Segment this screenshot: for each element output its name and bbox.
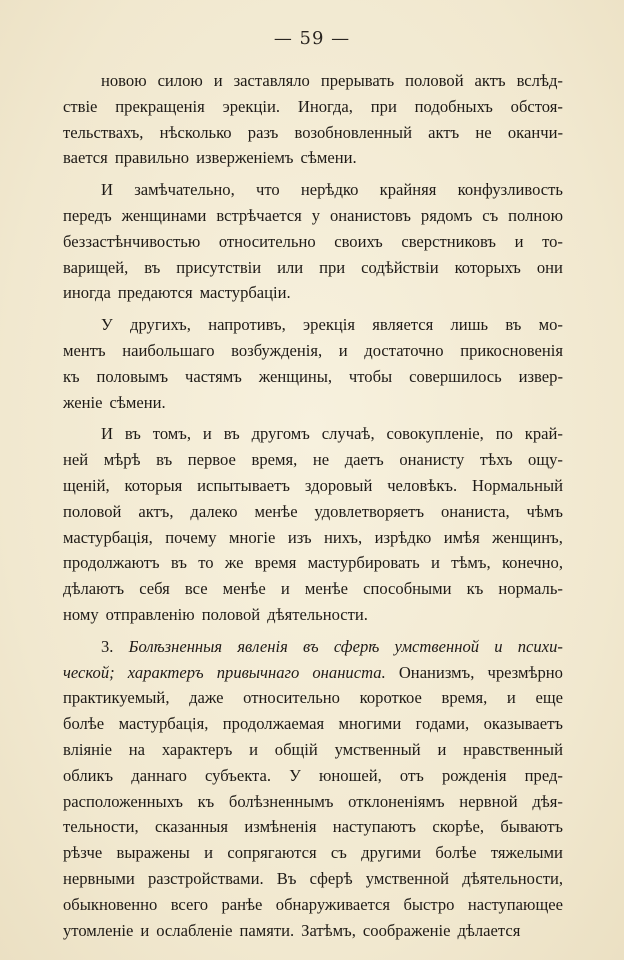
word: въ xyxy=(505,315,522,335)
word: эрекціи. xyxy=(222,96,281,116)
word: разстройствами. xyxy=(147,868,264,888)
word: мастурбаціи. xyxy=(199,283,291,303)
word: мо- xyxy=(538,315,563,335)
word: присутствіи xyxy=(176,257,262,277)
word: характеръ xyxy=(127,662,204,682)
page-number: — 59 — xyxy=(273,28,351,49)
word: себя xyxy=(139,579,170,599)
word: обыкновенно xyxy=(63,894,158,914)
word: силою xyxy=(157,71,203,90)
word: И xyxy=(101,424,113,444)
word: актъ, xyxy=(138,501,174,521)
body-text xyxy=(63,68,563,943)
word: своихъ xyxy=(334,231,383,251)
word: край- xyxy=(524,424,563,444)
word: встрѣчается xyxy=(216,205,302,225)
word: сверстниковъ xyxy=(401,231,496,251)
text-line xyxy=(63,255,563,281)
word: ощу- xyxy=(528,450,563,470)
word: рядомъ xyxy=(420,205,473,225)
word: лишь xyxy=(450,315,489,335)
text-line xyxy=(63,711,563,737)
word: то xyxy=(198,553,214,573)
word: которыя xyxy=(124,475,183,495)
word: актъ xyxy=(428,122,460,142)
word: нормаль- xyxy=(498,579,563,599)
word: вліяніе xyxy=(63,739,112,759)
word: достаточно xyxy=(364,340,444,360)
word: изверженіемъ xyxy=(196,148,294,168)
word: онаниста. xyxy=(312,662,386,682)
word: Затѣмъ, xyxy=(301,920,356,940)
word: имѣя xyxy=(443,527,480,547)
word: тѣмъ, xyxy=(451,553,491,573)
word: что xyxy=(255,180,280,200)
text-line xyxy=(63,447,563,473)
word: другими xyxy=(361,843,422,863)
word: Въ xyxy=(276,868,297,888)
word: многіе xyxy=(228,527,276,547)
word: въ xyxy=(124,424,141,444)
word: передъ xyxy=(63,205,112,225)
word: отправленію xyxy=(105,604,195,624)
word: мастурбація, xyxy=(118,714,209,734)
word: тѣхъ xyxy=(479,450,513,470)
word: у xyxy=(311,205,321,225)
word: случаѣ, xyxy=(321,424,375,444)
word: изъ xyxy=(287,527,312,547)
word: даетъ xyxy=(344,450,384,470)
text-line xyxy=(63,68,563,94)
word: и xyxy=(204,843,214,863)
word: практикуемый, xyxy=(63,688,170,708)
word: и xyxy=(213,71,223,90)
word: относительно xyxy=(243,688,340,708)
word: измѣненія xyxy=(244,817,317,837)
text-line xyxy=(63,364,563,390)
word: не xyxy=(312,450,330,470)
word: которыхъ xyxy=(454,257,521,277)
text-line xyxy=(63,229,563,255)
text-line xyxy=(63,814,563,840)
word: время, xyxy=(251,450,298,470)
text-line xyxy=(63,338,563,364)
word: чтобы xyxy=(348,366,393,386)
word: актъ xyxy=(474,71,506,90)
word: обликъ xyxy=(63,765,114,785)
word: обнаруживается xyxy=(275,894,391,914)
word: рожденія xyxy=(441,765,507,785)
word: половымъ xyxy=(96,366,169,386)
word: здоровый xyxy=(304,475,373,495)
word: мѣрѣ xyxy=(103,450,141,470)
word: нерѣдко xyxy=(300,180,359,200)
word: и xyxy=(140,920,150,940)
word: умственной xyxy=(394,636,480,656)
word: содѣйствіи xyxy=(361,257,439,277)
text-line xyxy=(63,634,563,660)
word: отъ xyxy=(399,765,424,785)
word: продолжаютъ xyxy=(63,553,160,573)
text-line xyxy=(63,421,563,447)
word: возобновленный xyxy=(294,122,412,142)
word: дѣятельности. xyxy=(267,604,368,624)
word: прекращенія xyxy=(115,96,205,116)
word: почему xyxy=(165,527,217,547)
word: вается xyxy=(63,148,108,168)
word: другихъ, xyxy=(130,315,191,335)
word: прикосновенія xyxy=(460,340,563,360)
word: въ xyxy=(156,450,173,470)
word: сѣмени. xyxy=(300,148,357,168)
word: нѣсколько xyxy=(159,122,232,142)
word: въ xyxy=(144,257,161,277)
word: даннаго xyxy=(131,765,187,785)
word: разъ xyxy=(247,122,279,142)
word: относительно xyxy=(218,231,316,251)
word: человѣкъ. xyxy=(387,475,458,495)
word: и xyxy=(437,739,447,759)
word: У xyxy=(289,765,301,785)
word: продолжаемая xyxy=(222,714,325,734)
word: субъекта. xyxy=(205,765,272,785)
word: половой xyxy=(405,71,464,90)
word: онаниста, xyxy=(441,501,510,521)
word: замѣчательно, xyxy=(134,180,235,200)
word: время xyxy=(254,553,297,573)
word: къ xyxy=(466,579,484,599)
word: и xyxy=(514,231,524,251)
word: женіе xyxy=(63,392,103,412)
text-line xyxy=(63,866,563,892)
word: женщины, xyxy=(258,366,333,386)
word: ментъ xyxy=(63,340,106,360)
word: испытываетъ xyxy=(197,475,290,495)
word: юношей, xyxy=(319,765,382,785)
word: частямъ xyxy=(185,366,242,386)
word: подобныхъ xyxy=(414,96,493,116)
word: въ xyxy=(170,553,187,573)
word: наибольшаго xyxy=(122,340,215,360)
word: другомъ xyxy=(251,424,310,444)
word: конфузливость xyxy=(457,180,563,200)
word: удовлетворяетъ xyxy=(314,501,425,521)
word: всего xyxy=(170,894,209,914)
word: въ xyxy=(223,424,240,444)
text-line xyxy=(63,602,563,628)
word: онанисту xyxy=(399,450,465,470)
text-line xyxy=(63,177,563,203)
word: оканчи- xyxy=(507,122,563,142)
text-line xyxy=(63,685,563,711)
word: ослабленіе xyxy=(156,920,233,940)
word: онанистовъ xyxy=(329,205,411,225)
word: дѣятельности, xyxy=(462,868,563,888)
word: заставляло xyxy=(233,71,310,90)
word: щеній, xyxy=(63,475,110,495)
word: чрезмѣрно xyxy=(487,662,563,682)
word: и xyxy=(506,688,516,708)
word: далеко xyxy=(190,501,238,521)
word: женщинами xyxy=(121,205,207,225)
word: новою xyxy=(101,71,147,90)
word: вслѣд- xyxy=(516,71,563,90)
word: все xyxy=(184,579,208,599)
word: скорѣе, xyxy=(432,817,485,837)
word: является xyxy=(372,315,434,335)
word: чѣмъ xyxy=(526,501,563,521)
word: быстро xyxy=(403,894,455,914)
word: извер- xyxy=(518,366,563,386)
word: дѣлаютъ xyxy=(63,579,125,599)
text-line xyxy=(63,576,563,602)
word: выражены xyxy=(116,843,190,863)
text-line xyxy=(63,473,563,499)
word: Болѣзненныя xyxy=(128,636,223,656)
text-line xyxy=(63,280,563,306)
word: нервными xyxy=(63,868,135,888)
word: И xyxy=(101,180,113,200)
word: наступающее xyxy=(467,894,563,914)
word: женщинъ, xyxy=(492,527,563,547)
word: и xyxy=(494,636,503,656)
text-line xyxy=(63,660,563,686)
word: нервной xyxy=(459,791,518,811)
word: общій xyxy=(274,739,318,759)
word: дѣя- xyxy=(532,791,563,811)
word: менѣе xyxy=(254,501,298,521)
word: сѣмени. xyxy=(109,392,166,412)
word: совокупленіе, xyxy=(386,424,484,444)
word: годами, xyxy=(415,714,470,734)
word: или xyxy=(277,257,304,277)
text-line xyxy=(63,145,563,171)
word: на xyxy=(128,739,146,759)
text-line xyxy=(63,499,563,525)
word: и xyxy=(431,553,440,573)
word: бываютъ xyxy=(500,817,563,837)
word: напротивъ, xyxy=(208,315,286,335)
text-line xyxy=(63,763,563,789)
word: болѣе xyxy=(63,714,105,734)
word: ранѣе xyxy=(221,894,263,914)
word: сферѣ xyxy=(309,868,353,888)
word: они xyxy=(536,257,563,277)
text-line xyxy=(63,525,563,551)
word: полною xyxy=(508,205,563,225)
word: не xyxy=(475,122,492,142)
word: менѣе xyxy=(222,579,266,599)
word: первое xyxy=(187,450,236,470)
word: соображеніе xyxy=(362,920,451,940)
word: отклоненіямъ xyxy=(348,791,445,811)
word: расположенныхъ xyxy=(63,791,183,811)
word: при xyxy=(319,257,346,277)
word: Иногда, xyxy=(297,96,353,116)
word: короткое xyxy=(359,688,422,708)
word: варищей, xyxy=(63,257,129,277)
word: многими xyxy=(338,714,402,734)
text-line xyxy=(63,789,563,815)
word: характеръ xyxy=(161,739,233,759)
word: же xyxy=(224,553,244,573)
word: тельности, xyxy=(63,817,139,837)
word: ному xyxy=(63,604,99,624)
word: возбужденія, xyxy=(231,340,323,360)
word: ней xyxy=(63,450,89,470)
text-line xyxy=(63,203,563,229)
word: оказываетъ xyxy=(483,714,563,734)
word: еще xyxy=(535,688,563,708)
word: половой xyxy=(63,501,122,521)
word: и xyxy=(338,340,348,360)
word: къ xyxy=(63,366,80,386)
word: тяжелыми xyxy=(490,843,563,863)
word: болѣзненнымъ xyxy=(228,791,334,811)
word: памяти. xyxy=(239,920,295,940)
word: къ xyxy=(197,791,215,811)
word: сферѣ xyxy=(333,636,380,656)
word: сказанныя xyxy=(155,817,229,837)
word: У xyxy=(101,315,113,335)
word: половой xyxy=(201,604,261,624)
word: нравственный xyxy=(463,739,563,759)
word: иногда xyxy=(63,283,111,303)
text-line xyxy=(63,550,563,576)
word: ческой; xyxy=(63,662,115,682)
word: умственной xyxy=(365,868,450,888)
word: крайняя xyxy=(379,180,437,200)
word: съ xyxy=(330,843,347,863)
word: беззастѣнчивостью xyxy=(63,231,201,251)
word: въ xyxy=(303,636,319,656)
text-line xyxy=(63,840,563,866)
word: прерывать xyxy=(320,71,395,90)
word: совершилось xyxy=(409,366,502,386)
word: утомленіе xyxy=(63,920,134,940)
word: томъ, xyxy=(152,424,192,444)
word: правильно xyxy=(114,148,190,168)
text-line xyxy=(63,120,563,146)
text-line xyxy=(63,312,563,338)
word: умственный xyxy=(334,739,421,759)
word: и xyxy=(249,739,258,759)
word: обстоя- xyxy=(510,96,563,116)
word: пред- xyxy=(524,765,563,785)
word: явленія xyxy=(237,636,288,656)
word: и xyxy=(202,424,212,444)
word: даже xyxy=(189,688,224,708)
word: менѣе xyxy=(304,579,348,599)
word: предаются xyxy=(117,283,193,303)
word: ствіе xyxy=(63,96,98,116)
word: конечно, xyxy=(501,553,563,573)
text-line xyxy=(63,390,563,416)
word: Нормальный xyxy=(472,475,563,495)
word: Онанизмъ, xyxy=(398,662,475,682)
word: мастурбація, xyxy=(63,527,153,547)
word: привычнаго xyxy=(216,662,300,682)
text-line xyxy=(63,918,563,944)
text-line xyxy=(63,737,563,763)
word: нихъ, xyxy=(323,527,363,547)
word: тельствахъ, xyxy=(63,122,144,142)
word: 3. xyxy=(101,636,114,656)
text-line xyxy=(63,892,563,918)
word: болѣе xyxy=(435,843,477,863)
word: по xyxy=(495,424,513,444)
word: наступаютъ xyxy=(332,817,416,837)
word: способными xyxy=(363,579,452,599)
word: мастурбировать xyxy=(307,553,420,573)
word: рѣзче xyxy=(63,843,103,863)
word: то- xyxy=(542,231,563,251)
word: дѣлается xyxy=(457,920,521,940)
word: сопрягаются xyxy=(227,843,317,863)
word: при xyxy=(370,96,397,116)
word: психи- xyxy=(517,636,563,656)
word: и xyxy=(280,579,290,599)
word: съ xyxy=(482,205,499,225)
word: время, xyxy=(441,688,488,708)
text-line xyxy=(63,94,563,120)
word: эрекція xyxy=(303,315,356,335)
word: изрѣдко xyxy=(374,527,432,547)
